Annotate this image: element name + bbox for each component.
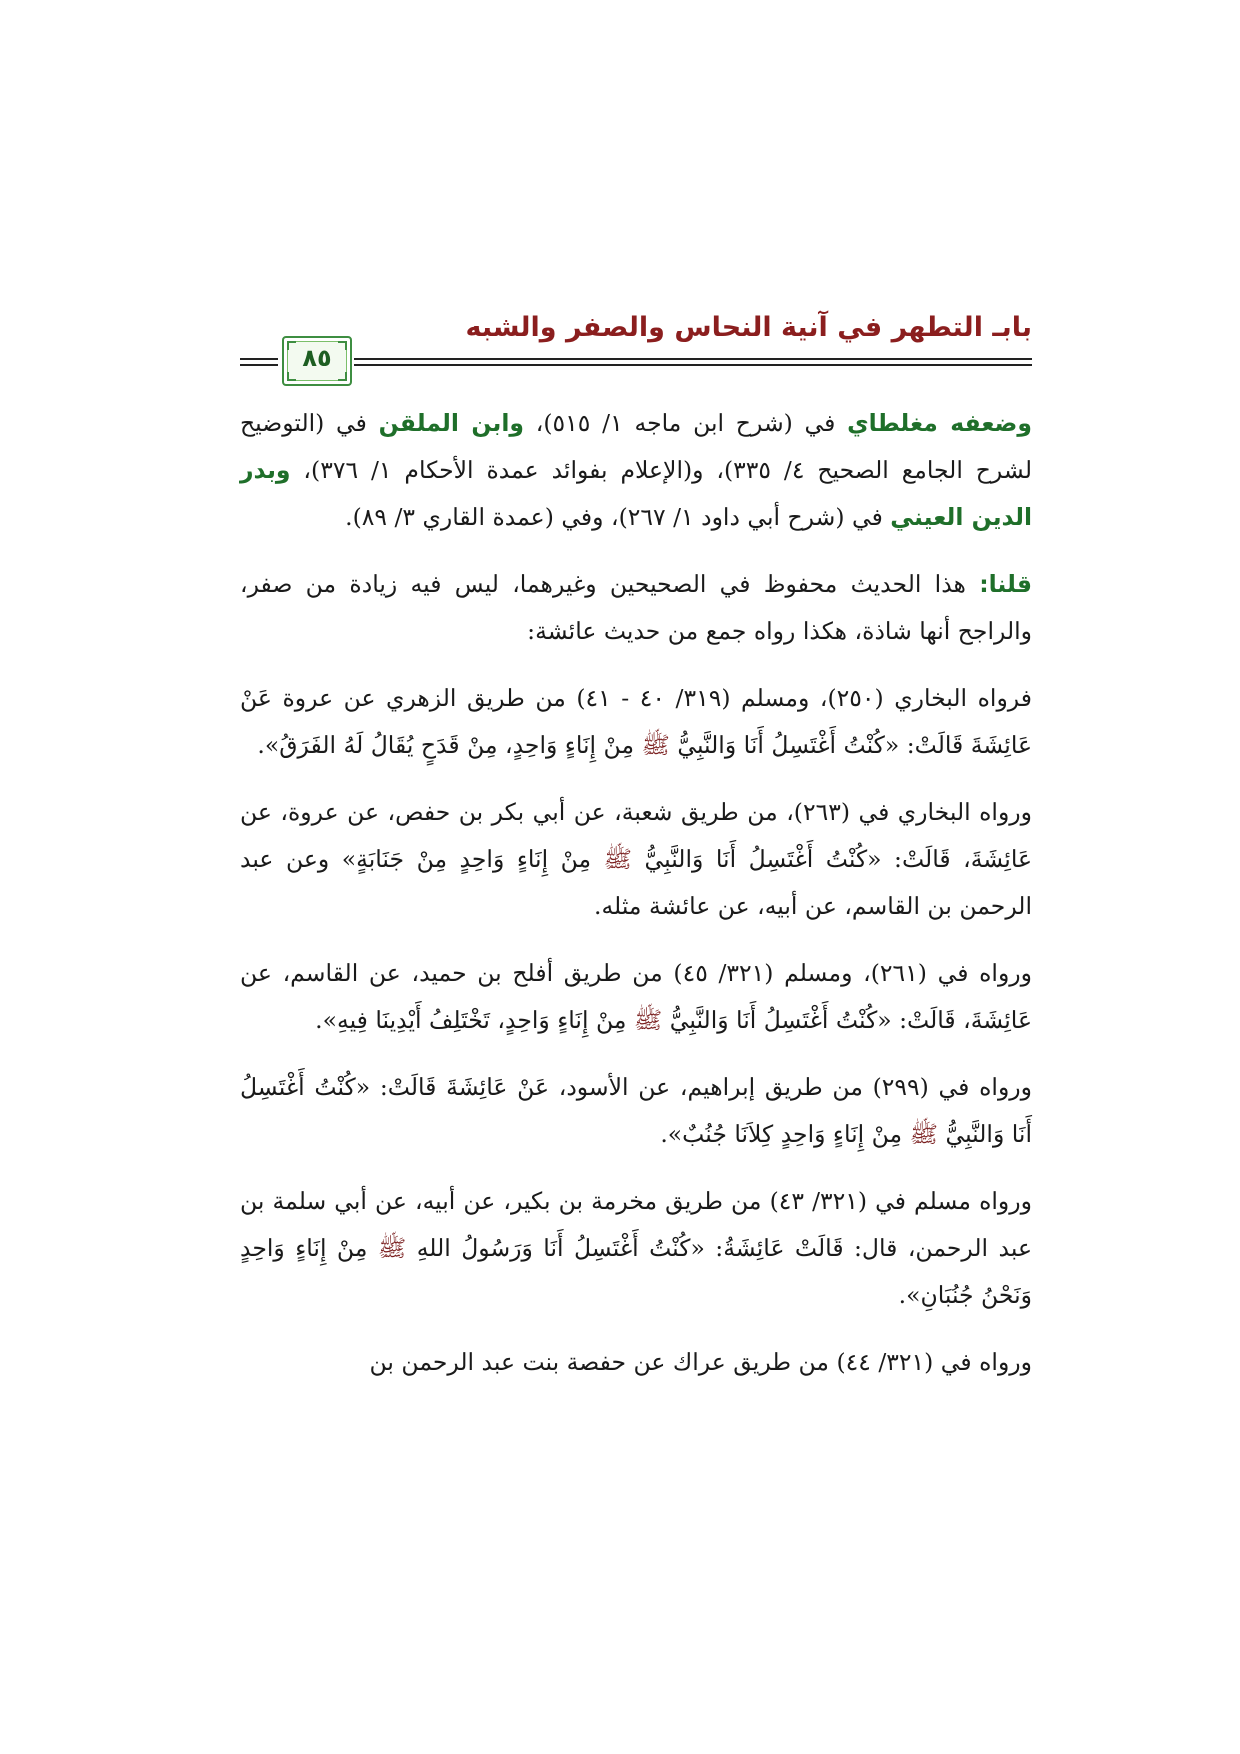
paragraph-text: مِنْ إِنَاءٍ وَاحِدٍ، مِنْ قَدَحٍ يُقَالُ لَهُ الفَرَقُ». <box>257 731 642 759</box>
ornament-corner <box>287 372 296 381</box>
paragraph-text: فرواه البخاري (٢٥٠)، ومسلم (٣١٩/ ٤٠ - ٤١) من طريق الزهري عن عروة عَنْ عَائِشَةَ قَالَتْ: «كُنْتُ أَغْتَسِلُ أَنَا وَالنَّبِيُّ <box>240 684 1032 759</box>
paragraph-hadith-ibrahim <box>240 1064 1032 1158</box>
paragraph-qulna <box>240 561 1032 655</box>
chapter-title: بابـ التطهر في آنية النحاس والصفر والشبه <box>465 312 1032 343</box>
page-body <box>240 400 1032 1406</box>
paragraph-text: ورواه في (٢٩٩) من طريق إبراهيم، عن الأسود، عَنْ عَائِشَةَ قَالَتْ: «كُنْتُ أَغْتَسِلُ أَنَا وَالنَّبِيُّ <box>240 1073 1032 1148</box>
paragraph-hadith-bukhari-muslim <box>240 675 1032 769</box>
paragraph-text: ورواه البخاري في (٢٦٣)، من طريق شعبة، عن أبي بكر بن حفص، عن عروة، عن عَائِشَةَ، قَالَتْ: «كُنْتُ أَغْتَسِلُ أَنَا وَالنَّبِيُّ <box>240 798 1032 873</box>
paragraph-weakening-scholars <box>240 400 1032 541</box>
header-rule <box>354 358 1032 360</box>
paragraph-text: مِنْ إِنَاءٍ وَاحِدٍ، تَخْتَلِفُ أَيْدِينَا فِيهِ». <box>315 1006 634 1034</box>
paragraph-hadith-aflah <box>240 950 1032 1044</box>
paragraph-text: ورواه مسلم في (٣٢١/ ٤٣) من طريق مخرمة بن بكير، عن أبيه، عن أبي سلمة بن عبد الرحمن، قال: قَالَتْ عَائِشَةُ: «كُنْتُ أَغْتَسِلُ أَنَا وَرَسُولُ اللهِ <box>240 1187 1032 1262</box>
paragraph-text: مِنْ إِنَاءٍ وَاحِدٍ مِنْ جَنَابَةٍ» وعن عبد الرحمن بن القاسم، عن أبيه، عن عائشة مثله. <box>240 845 1032 920</box>
paragraph-hadith-irak <box>240 1339 1032 1386</box>
salawat-glyph: ﷺ <box>633 1006 663 1034</box>
paragraph-text: ورواه في (٢٦١)، ومسلم (٣٢١/ ٤٥) من طريق أفلح بن حميد، عن القاسم، عن عَائِشَةَ، قَالَتْ: «كُنْتُ أَغْتَسِلُ أَنَا وَالنَّبِيُّ <box>240 959 1032 1034</box>
paragraph-hadith-makhrama <box>240 1178 1032 1319</box>
scholar-name: وبدر الدين العيني <box>240 456 1032 531</box>
scholar-name: وابن الملقن <box>378 409 525 437</box>
page-number: ٨٥ <box>302 344 332 372</box>
qulna-label: قلنا: <box>979 570 1032 598</box>
paragraph-text: في (التوضيح لشرح الجامع الصحيح ٤/ ٣٣٥)، و(الإعلام بفوائد عمدة الأحكام ١/ ٣٧٦)، <box>240 409 1032 484</box>
paragraph-text: في (شرح ابن ماجه ١/ ٥١٥)، <box>524 409 848 437</box>
scholar-name: وضعفه مغلطاي <box>847 409 1032 437</box>
paragraph-text: في (شرح أبي داود ١/ ٢٦٧)، وفي (عمدة القاري ٣/ ٨٩). <box>345 503 891 531</box>
salawat-glyph: ﷺ <box>603 845 633 873</box>
paragraph-text: ورواه في (٣٢١/ ٤٤) من طريق عراك عن حفصة بنت عبد الرحمن بن <box>369 1348 1032 1376</box>
salawat-glyph: ﷺ <box>909 1120 939 1148</box>
salawat-glyph: ﷺ <box>641 731 670 759</box>
header-rule <box>240 358 278 360</box>
salawat-glyph: ﷺ <box>377 1234 407 1262</box>
page-header <box>240 298 1032 378</box>
paragraph-text: مِنْ إِنَاءٍ وَاحِدٍ كِلاَنَا جُنُبٌ». <box>660 1120 910 1148</box>
paragraph-text: هذا الحديث محفوظ في الصحيحين وغيرهما، ليس فيه زيادة من صفر، والراجح أنها شاذة، هكذا رواه جمع من حديث عائشة: <box>240 570 1032 645</box>
paragraph-hadith-shuba <box>240 789 1032 930</box>
header-rule <box>354 364 1032 366</box>
paragraph-text: مِنْ إِنَاءٍ وَاحِدٍ وَنَحْنُ جُنُبَانِ». <box>240 1234 1032 1309</box>
header-rule <box>240 364 278 366</box>
ornament-corner <box>338 372 347 381</box>
page-number-frame <box>282 336 352 386</box>
